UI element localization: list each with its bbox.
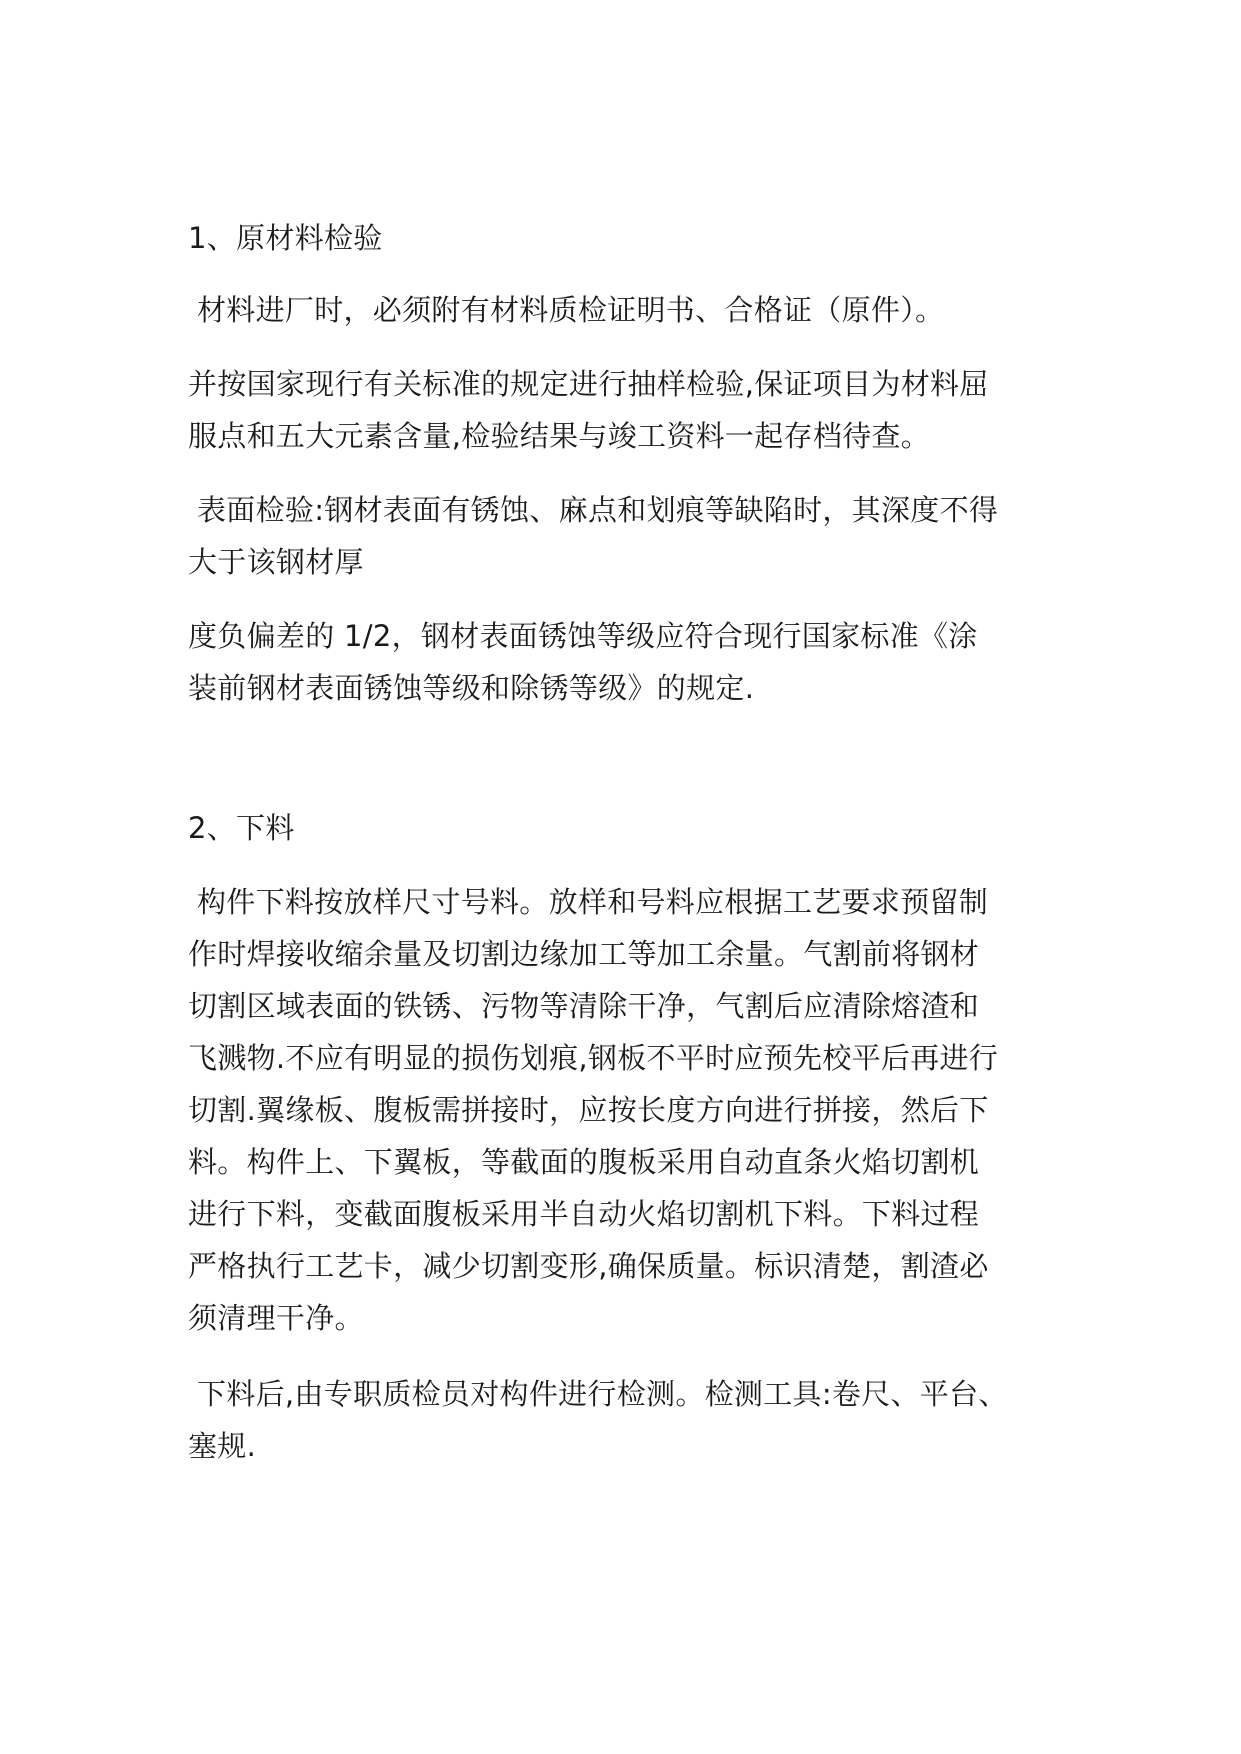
section-2-para-1-line-7: 进行下料，变截面腹板采用半自动火焰切割机下料。下料过程 <box>188 1197 980 1231</box>
section-2-para-1-line-6: 料。构件上、下翼板，等截面的腹板采用自动直条火焰切割机 <box>188 1145 980 1179</box>
section-2-para-2-line-2: 塞规. <box>188 1429 257 1463</box>
section-2-para-1-line-1: 构件下料按放样尺寸号料。放样和号料应根据工艺要求预留制 <box>197 885 989 919</box>
section-1-para-3-line-2: 大于该钢材厚 <box>188 545 364 579</box>
section-1-para-4-line-1: 度负偏差的 1/2，钢材表面锈蚀等级应符合现行国家标准《涂 <box>188 619 978 653</box>
section-2-para-1-line-4: 飞溅物.不应有明显的损伤划痕,钢板不平时应预先校平后再进行 <box>188 1041 999 1075</box>
section-2-para-1-line-2: 作时焊接收缩余量及切割边缘加工等加工余量。气割前将钢材 <box>188 937 980 971</box>
section-2-para-1-line-5: 切割.翼缘板、腹板需拼接时，应按长度方向进行拼接，然后下 <box>188 1093 989 1127</box>
section-2-para-2-line-1: 下料后,由专职质检员对构件进行检测。检测工具:卷尺、平台、 <box>197 1377 1008 1411</box>
section-1-para-1-line-1: 材料进厂时，必须附有材料质检证明书、合格证（原件）。 <box>197 293 945 327</box>
section-1-para-2-line-1: 并按国家现行有关标准的规定进行抽样检验,保证项目为材料屈 <box>188 367 989 401</box>
section-1-heading: 1、原材料检验 <box>188 221 383 255</box>
section-1-para-4-line-2: 装前钢材表面锈蚀等级和除锈等级》的规定. <box>188 671 755 705</box>
section-2-para-1-line-8: 严格执行工艺卡，减少切割变形,确保质量。标识清楚，割渣必 <box>188 1249 989 1283</box>
section-1-para-3-line-1: 表面检验:钢材表面有锈蚀、麻点和划痕等缺陷时，其深度不得 <box>197 493 999 527</box>
section-2-heading: 2、下料 <box>188 811 295 845</box>
section-1-para-2-line-2: 服点和五大元素含量,检验结果与竣工资料一起存档待查。 <box>188 419 931 453</box>
section-2-para-1-line-9: 须清理干净。 <box>188 1301 364 1335</box>
section-2-para-1-line-3: 切割区域表面的铁锈、污物等清除干净，气割后应清除熔渣和 <box>188 989 980 1023</box>
